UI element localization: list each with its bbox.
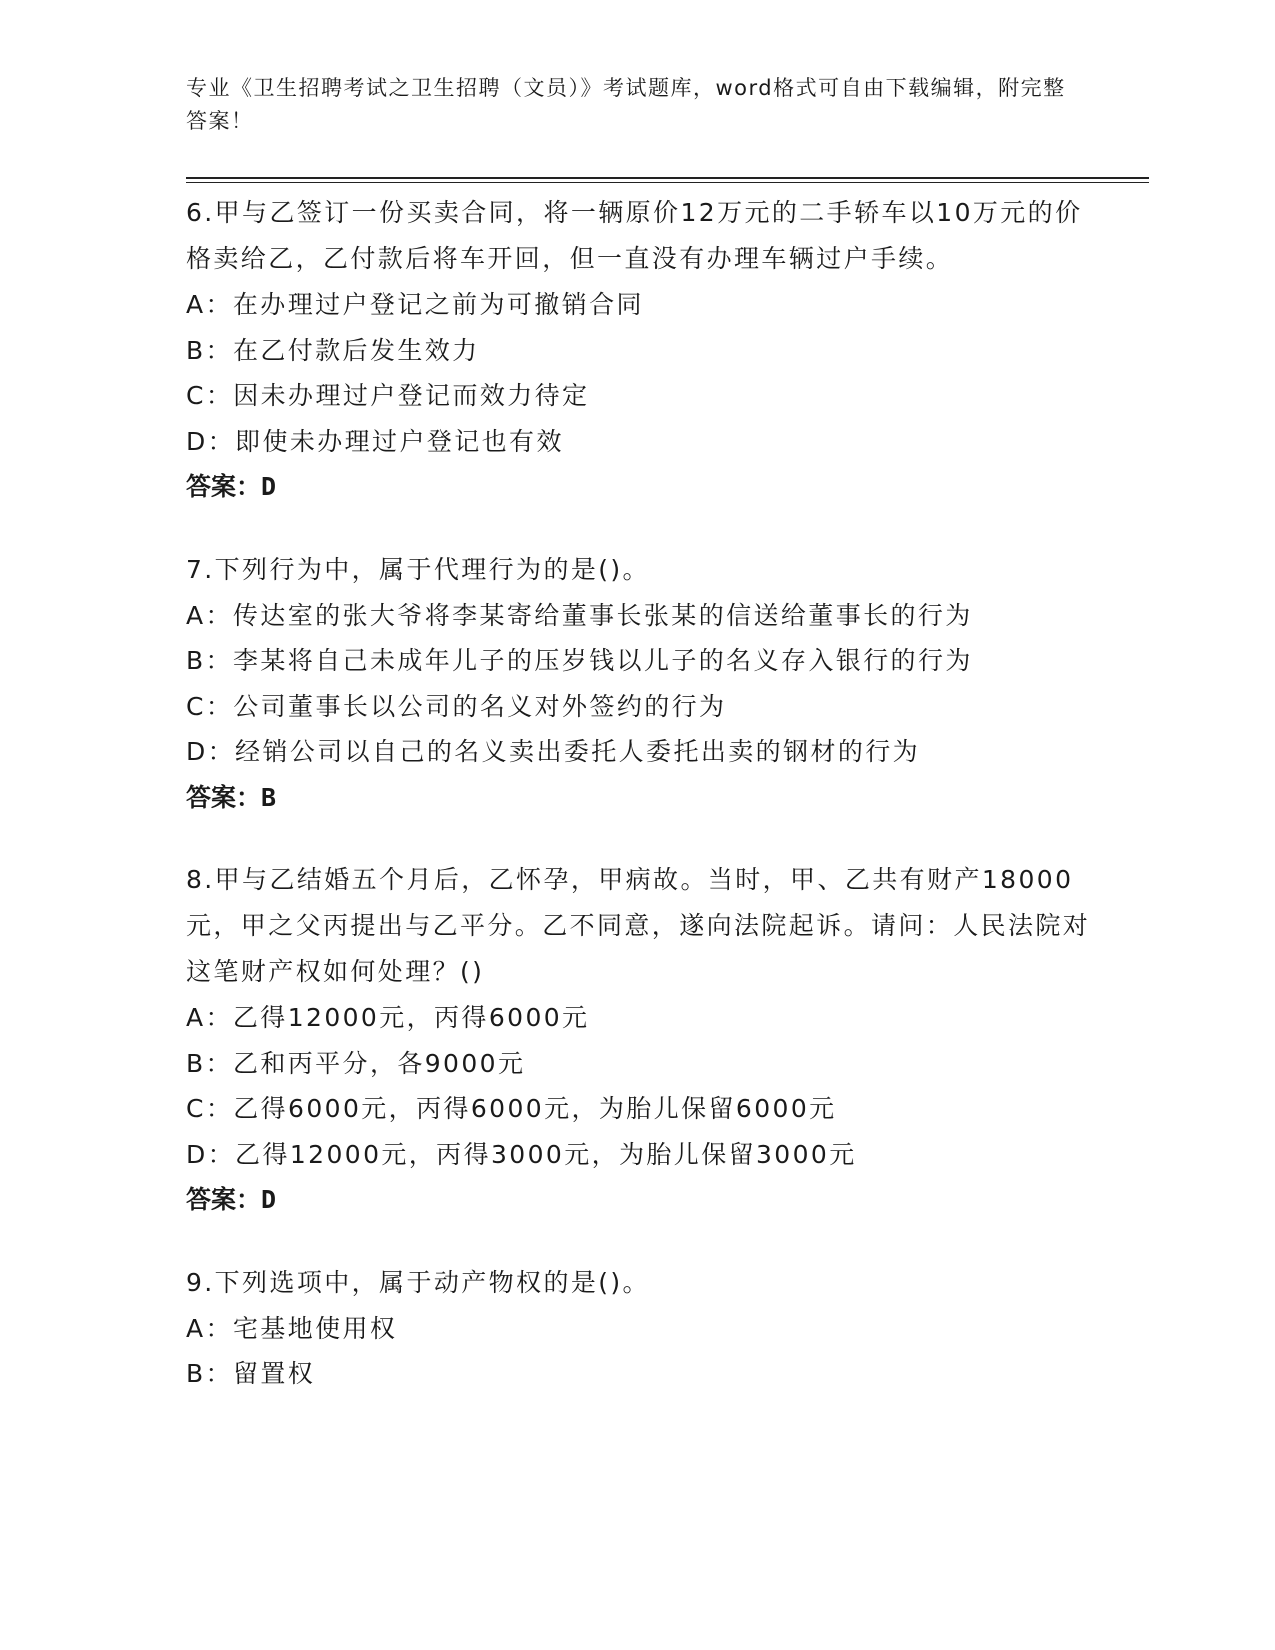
question-stem: 7.下列行为中，属于代理行为的是()。 (186, 554, 650, 584)
question-6 (186, 190, 1106, 510)
answer-label: 答案： (186, 782, 262, 812)
question-list (186, 190, 1106, 1434)
option-a: A：传达室的张大爷将李某寄给董事长张某的信送给董事长的行为 (186, 600, 973, 630)
option-c: C：乙得6000元，丙得6000元，为胎儿保留6000元 (186, 1094, 837, 1123)
option-d: D：乙得12000元，丙得3000元，为胎儿保留3000元 (186, 1139, 857, 1169)
answer-value: B (261, 782, 277, 812)
option-a: A：在办理过户登记之前为可撤销合同 (186, 290, 644, 319)
option-b: B：乙和丙平分，各9000元 (186, 1048, 526, 1078)
option-c: C：因未办理过户登记而效力待定 (186, 381, 590, 410)
header-divider-thin (186, 182, 1149, 183)
option-c: C：公司董事长以公司的名义对外签约的行为 (186, 691, 727, 721)
question-9 (186, 1260, 1106, 1397)
document-header: 专业《卫生招聘考试之卫生招聘（文员）》考试题库，word格式可自由下载编辑，附完整答案！ (186, 76, 1066, 133)
question-stem: 8.甲与乙结婚五个月后，乙怀孕，甲病故。当时，甲、乙共有财产18000元，甲之父丙提出与乙平分。乙不同意，遂向法院起诉。请问：人民法院对这笔财产权如何处理？() (186, 865, 1091, 986)
answer-label: 答案： (186, 1185, 262, 1214)
answer-line (186, 775, 1106, 821)
question-stem: 6.甲与乙签订一份买卖合同，将一辆原价12万元的二手轿车以10万元的价格卖给乙，乙付款后将车开回，但一直没有办理车辆过户手续。 (186, 198, 1083, 273)
option-b: B：在乙付款后发生效力 (186, 335, 480, 365)
answer-value: D (261, 472, 277, 501)
option-d: D：即使未办理过户登记也有效 (186, 426, 564, 456)
answer-value: D (261, 1185, 277, 1214)
option-d: D：经销公司以自己的名义卖出委托人委托出卖的钢材的行为 (186, 737, 921, 766)
option-b: B：李某将自己未成年儿子的压岁钱以儿子的名义存入银行的行为 (186, 646, 973, 675)
answer-label: 答案： (186, 472, 262, 501)
option-a: A：乙得12000元，丙得6000元 (186, 1003, 590, 1032)
header-divider-thick (186, 177, 1149, 179)
answer-line (186, 1177, 1106, 1223)
question-stem: 9.下列选项中，属于动产物权的是()。 (186, 1267, 650, 1297)
answer-line (186, 464, 1106, 510)
question-7 (186, 547, 1106, 821)
option-b: B：留置权 (186, 1359, 316, 1388)
option-a: A：宅基地使用权 (186, 1313, 398, 1343)
question-8 (186, 857, 1106, 1223)
